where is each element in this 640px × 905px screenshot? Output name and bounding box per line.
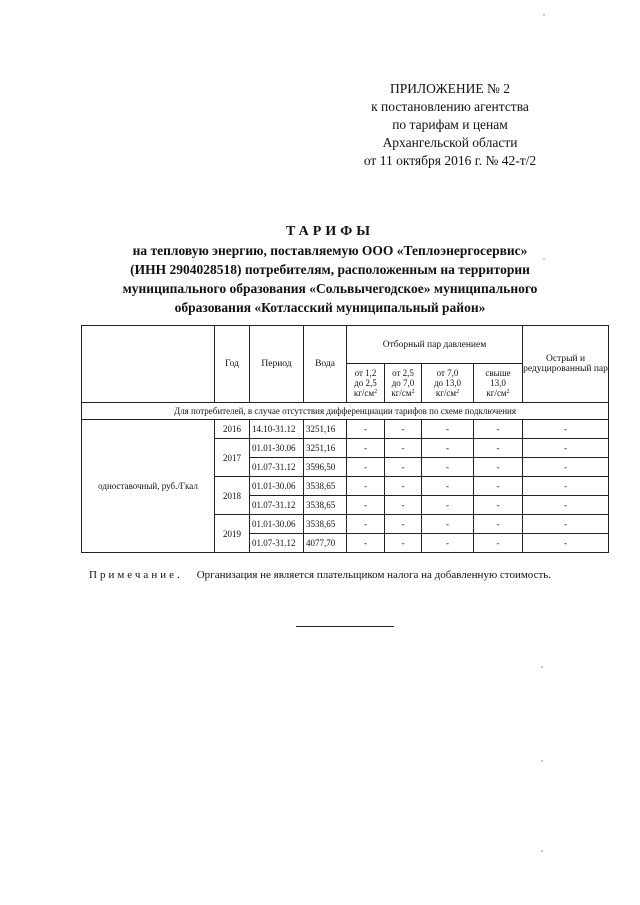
dash-cell: - [385,458,422,477]
header-steam-col: от 1,2 до 2,5 $кг/см^2$ [347,364,385,403]
dash-cell: - [474,458,523,477]
dash-cell: - [523,477,609,496]
dash-cell: - [474,515,523,534]
year-cell: 2017 [215,439,250,477]
footnote-text: Организация не является плательщиком налога на добавленную стоимость. [196,569,552,581]
divider-line [296,626,394,627]
header-sharp-steam: Острый и редуцированный пар [523,326,609,403]
header-steam-col: свыше 13,0 $кг/см^2$ [474,364,523,403]
dash-cell: - [474,477,523,496]
header-steam-col: от 7,0 до 13,0 $кг/см^2$ [422,364,474,403]
dash-cell: - [385,439,422,458]
row-label: одноставочный, руб./Гкал [82,420,215,553]
footnote [89,569,609,581]
tariff-table [81,325,609,553]
dash-cell: - [385,420,422,439]
dash-cell: - [474,420,523,439]
period-cell: 14.10-31.12 [250,420,304,439]
title-line: муниципального образования «Сольвычегодское» муниципального [122,281,538,296]
title-main: ТАРИФЫ [286,224,374,239]
appendix-line: к постановлению агентства [371,99,529,114]
appendix-line: от 11 октября 2016 г. № 42-т/2 [363,153,537,168]
year-cell: 2018 [215,477,250,515]
year-cell: 2019 [215,515,250,553]
water-cell: 3251,16 [304,439,347,458]
dash-cell: - [474,496,523,515]
header-steam-col: от 2,5 до 7,0 $кг/см^2$ [385,364,422,403]
dash-cell: - [422,439,474,458]
dash-cell: - [474,534,523,553]
title-line: (ИНН 2904028518) потребителям, расположенным на территории [130,262,530,277]
period-cell: 01.01-30.06 [250,515,304,534]
dash-cell: - [474,439,523,458]
dash-cell: - [347,420,385,439]
dash-cell: - [385,477,422,496]
group-note: Для потребителей, в случае отсутствия дифференциации тарифов по схеме подключения [82,403,609,420]
dash-cell: - [385,515,422,534]
dash-cell: - [385,496,422,515]
dash-cell: - [347,534,385,553]
period-cell: 01.01-30.06 [250,439,304,458]
period-cell: 01.07-31.12 [250,458,304,477]
dash-cell: - [422,515,474,534]
header-period: Период [250,326,304,403]
period-cell: 01.07-31.12 [250,496,304,515]
dash-cell: - [422,420,474,439]
document-title [60,222,600,317]
dash-cell: - [422,458,474,477]
title-line: образования «Котласский муниципальный район» [174,300,486,315]
appendix-line: по тарифам и ценам [392,117,508,132]
dash-cell: - [523,496,609,515]
title-line: на тепловую энергию, поставляемую ООО «Теплоэнергосервис» [132,243,528,258]
year-cell: 2016 [215,420,250,439]
dash-cell: - [523,458,609,477]
dash-cell: - [347,477,385,496]
scan-speck [541,760,543,762]
dash-cell: - [385,534,422,553]
header-blank [82,326,215,403]
water-cell: 4077,70 [304,534,347,553]
scan-speck [541,666,543,668]
appendix-line: ПРИЛОЖЕНИЕ № 2 [389,81,511,96]
water-cell: 3538,65 [304,515,347,534]
dash-cell: - [347,458,385,477]
scan-speck [541,850,543,852]
period-cell: 01.01-30.06 [250,477,304,496]
footnote-label: Примечание. [89,569,183,581]
scan-speck [543,258,545,260]
dash-cell: - [422,477,474,496]
appendix-header [330,80,570,170]
dash-cell: - [523,534,609,553]
water-cell: 3538,65 [304,477,347,496]
period-cell: 01.07-31.12 [250,534,304,553]
dash-cell: - [347,496,385,515]
scan-speck [543,14,545,16]
dash-cell: - [523,515,609,534]
water-cell: 3596,50 [304,458,347,477]
water-cell: 3538,65 [304,496,347,515]
dash-cell: - [422,496,474,515]
dash-cell: - [347,515,385,534]
header-year: Год [215,326,250,403]
appendix-line: Архангельской области [382,135,518,150]
dash-cell: - [347,439,385,458]
water-cell: 3251,16 [304,420,347,439]
dash-cell: - [523,439,609,458]
header-water: Вода [304,326,347,403]
dash-cell: - [523,420,609,439]
header-steam-group: Отборный пар давлением [347,326,523,364]
dash-cell: - [422,534,474,553]
